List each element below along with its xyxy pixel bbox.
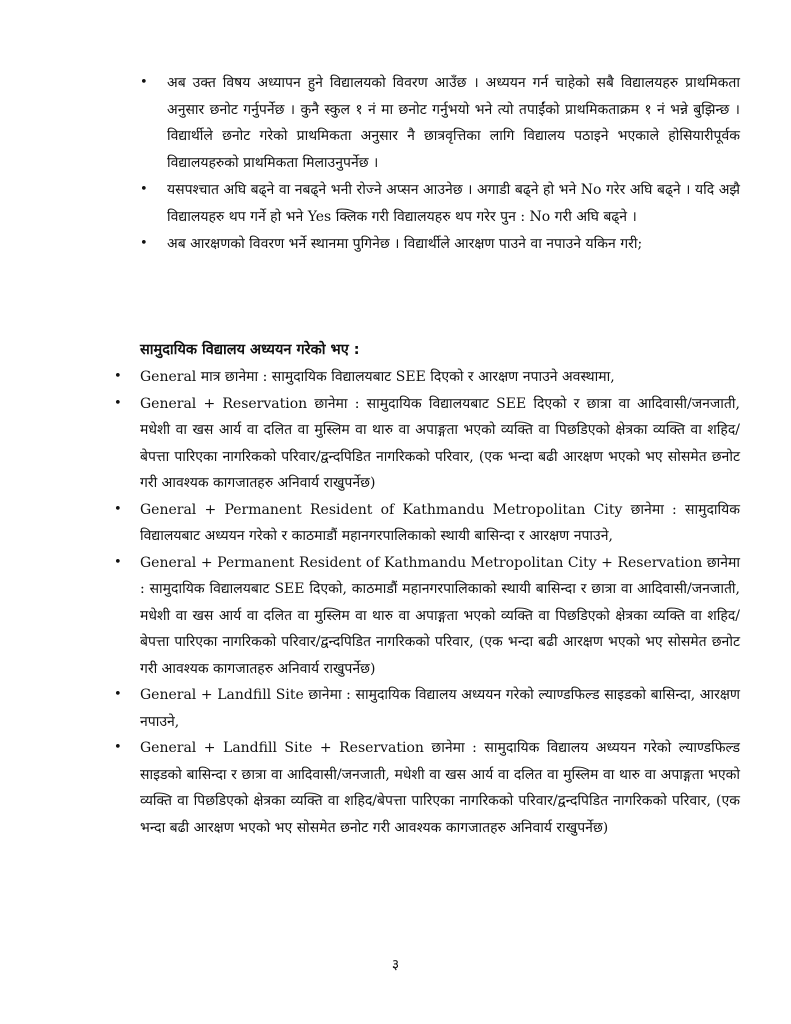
paragraph-text: General मात्र छानेमा : सामुदायिक विद्यालयबाट SEE दिएको र आरक्षण नपाउने अवस्थामा, (140, 369, 615, 385)
list-item (140, 231, 740, 258)
bullet-icon: • (114, 687, 122, 702)
list-item (140, 177, 740, 230)
paragraph-text: General + Permanent Resident of Kathmandu Metropolitan City छानेमा : सामुदायिक विद्यालयबाट अध्ययन गरेको र काठमाडौं महानगरपालिकाको स्थायी बासिन्दा र आरक्षण नपाउने, (140, 501, 740, 544)
list-item (114, 497, 740, 550)
bullet-icon: • (114, 554, 122, 570)
bullet-icon: • (140, 75, 148, 90)
paragraph-text: General + Reservation छानेमा : सामुदायिक विद्यालयबाट SEE दिएको र छात्रा वा आदिवासी/जनजाती, मधेशी वा खस आर्य वा दलित वा मुस्लिम वा थारु वा अपाङ्गता भएको व्यक्ति वा पिछडिएको क्षेत्रका व्यक्ति वा शहिद/बेपत्ता पारिएका नागरिकको परिवार/द्वन्दपिडित नागरिकको परिवार, (एक भन्दा बढी आरक्षण भएको भए सोसमेत छनोट गरी आवश्यक कागजातहरु अनिवार्य राखुपर्नेछ) (140, 395, 740, 491)
paragraph-text: अब आरक्षणको विवरण भर्ने स्थानमा पुगिनेछ । विद्यार्थीले आरक्षण पाउने वा नपाउने यकिन गरी; (167, 236, 643, 252)
list-item (114, 682, 740, 735)
list-item (114, 391, 740, 497)
paragraph-text: General + Landfill Site + Reservation छानेमा : सामुदायिक विद्यालय अध्ययन गरेको ल्याण्डफिल्ड साइडको बासिन्दा र छात्रा वा आदिवासी/जनजाती, मधेशी वा खस आर्य वा दलित वा मुस्लिम वा थारु वा अपाङ्गता भएको व्यक्ति वा पिछडिएको क्षेत्रका व्यक्ति वा शहिद/बेपत्ता पारिएका नागरिकको परिवार/द्वन्दपिडित नागरिकको परिवार, (एक भन्दा बढी आरक्षण भएको भए सोसमेत छनोट गरी आवश्यक कागजातहरु अनिवार्य राखुपर्नेछ) (140, 740, 740, 836)
paragraph-text: General + Permanent Resident of Kathmandu Metropolitan City + Reservation छानेमा : सामुदायिक विद्यालयबाट SEE दिएको, काठमाडौं महानगरपालिकाको स्थायी बासिन्दा र छात्रा वा आदिवासी/जनजाती, मधेशी वा खस आर्य वा दलित वा मुस्लिम वा थारु वा अपाङ्गता भएको व्यक्ति वा पिछडिएको क्षेत्रका व्यक्ति वा शहिद/बेपत्ता पारिएका नागरिकको परिवार/द्वन्दपिडित नागरिकको परिवार, (एक भन्दा बढी आरक्षण भएको भए सोसमेत छनोट गरी आवश्यक कागजातहरु अनिवार्य राखुपर्नेछ) (140, 554, 740, 677)
section-heading: सामुदायिक विद्यालय अध्ययन गरेको भए : (140, 342, 360, 358)
bullet-icon: • (140, 236, 148, 251)
bullet-icon: • (140, 182, 148, 197)
list-item (114, 735, 740, 841)
paragraph-text: यसपश्चात अघि बढ्ने वा नबढ्ने भनी रोज्ने अप्सन आउनेछ । अगाडी बढ्ने हो भने No गरेर अघि बढ्ने । यदि अझै विद्यालयहरु थप गर्ने हो भने Yes क्लिक गरी विद्यालयहरु थप गरेर पुन : No गरी अघि बढ्ने । (167, 182, 740, 225)
reservation-options-list (114, 364, 740, 841)
bullet-icon: • (114, 740, 122, 755)
page-number: ३ (391, 957, 400, 973)
bullet-icon: • (114, 369, 122, 384)
list-item (114, 364, 740, 391)
list-item (114, 550, 740, 683)
bullet-icon: • (114, 501, 122, 517)
instruction-list (140, 70, 740, 258)
paragraph-text: अब उक्त विषय अध्यापन हुने विद्यालयको विवरण आउँछ । अध्ययन गर्न चाहेको सबै विद्यालयहरु प्राथमिकता अनुसार छनोट गर्नुपर्नेछ । कुनै स्कुल १ नं मा छनोट गर्नुभयो भने त्यो तपाईंको प्राथमिकताक्रम १ नं भन्ने बुझिन्छ । विद्यार्थीले छनोट गरेको प्राथमिकता अनुसार नै छात्रवृत्तिका लागि विद्यालय पठाइने भएकाले होसियारीपूर्वक विद्यालयहरुको प्राथमिकता मिलाउनुपर्नेछ । (167, 75, 740, 171)
paragraph-text: General + Landfill Site छानेमा : सामुदायिक विद्यालय अध्ययन गरेको ल्याण्डफिल्ड साइडको बासिन्दा, आरक्षण नपाउने, (140, 687, 740, 730)
bullet-icon: • (114, 395, 122, 411)
list-item (140, 70, 740, 176)
